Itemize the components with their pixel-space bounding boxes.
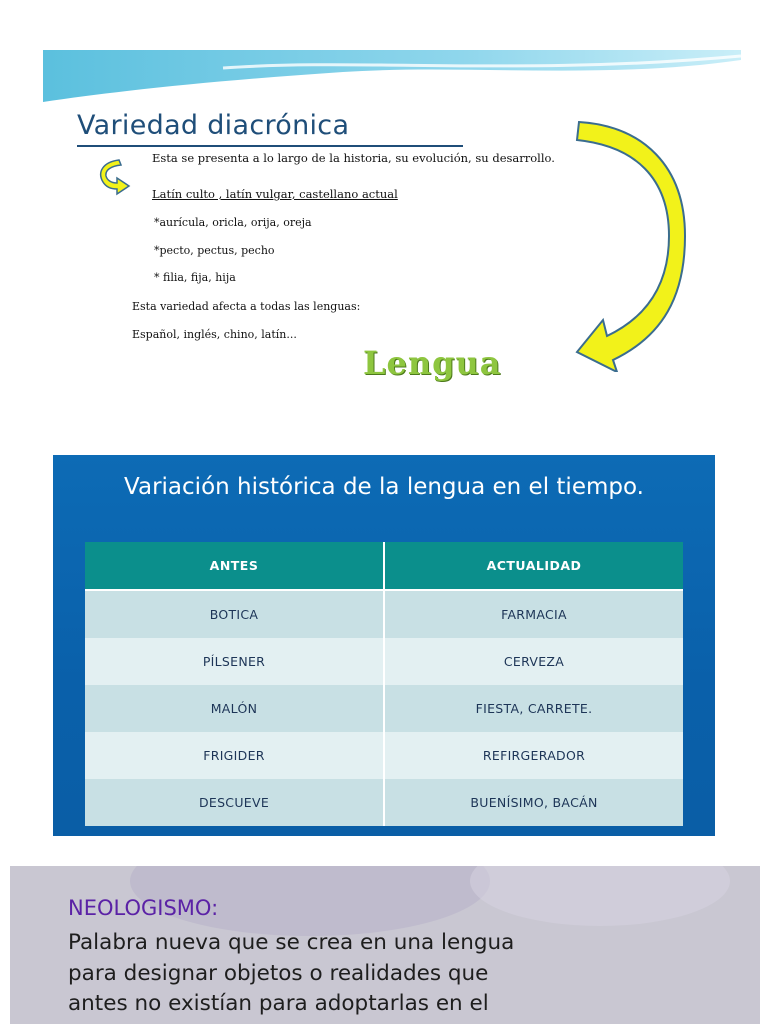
cell-actualidad: CERVEZA [384, 638, 683, 685]
cell-antes: DESCUEVE [85, 779, 384, 826]
slide-title: Variedad diacrónica [77, 110, 350, 141]
cell-antes: FRIGIDER [85, 732, 384, 779]
cell-antes: BOTICA [85, 590, 384, 638]
table-row [85, 638, 683, 685]
title-underline [77, 145, 463, 147]
table-row [85, 779, 683, 826]
table-header-row [85, 542, 683, 590]
table-row [85, 685, 683, 732]
slide-heading: NEOLOGISMO: [68, 896, 219, 920]
slide-variedad-diacronica [43, 50, 741, 402]
cell-antes: PÍLSENER [85, 638, 384, 685]
languages-text: Español, inglés, chino, latín... [132, 328, 297, 341]
slide-title: Variación histórica de la lengua en el tiempo. [124, 474, 644, 500]
table-row [85, 732, 683, 779]
lengua-word: Lengua [363, 344, 502, 382]
header-wave-decoration [43, 50, 741, 110]
comparison-table [85, 542, 683, 826]
intro-text: Esta se presenta a lo largo de la historia, su evolución, su desarrollo. [152, 151, 555, 165]
cell-actualidad: FIESTA, CARRETE. [384, 685, 683, 732]
column-header-antes: ANTES [85, 542, 384, 590]
column-header-actualidad: ACTUALIDAD [384, 542, 683, 590]
slide-neologismo [10, 866, 760, 1024]
table-row [85, 590, 683, 638]
background-decoration [470, 866, 730, 926]
affects-text: Esta variedad afecta a todas las lenguas: [132, 300, 361, 313]
cell-antes: MALÓN [85, 685, 384, 732]
example-item: * filia, fija, hija [154, 271, 236, 284]
example-item: *aurícula, oricla, orija, oreja [154, 216, 312, 229]
big-curved-arrow-icon [573, 116, 693, 372]
cell-actualidad: BUENÍSIMO, BACÁN [384, 779, 683, 826]
cell-actualidad: REFIRGERADOR [384, 732, 683, 779]
definition-text: Palabra nueva que se crea en una lengua para designar objetos o realidades que antes no existían para adoptarlas en el [68, 930, 515, 1016]
latin-stages: Latín culto , latín vulgar, castellano actual [152, 187, 398, 201]
cell-actualidad: FARMACIA [384, 590, 683, 638]
curved-arrow-icon [95, 156, 137, 196]
example-item: *pecto, pectus, pecho [154, 244, 275, 257]
slide-variacion-historica [53, 455, 715, 836]
